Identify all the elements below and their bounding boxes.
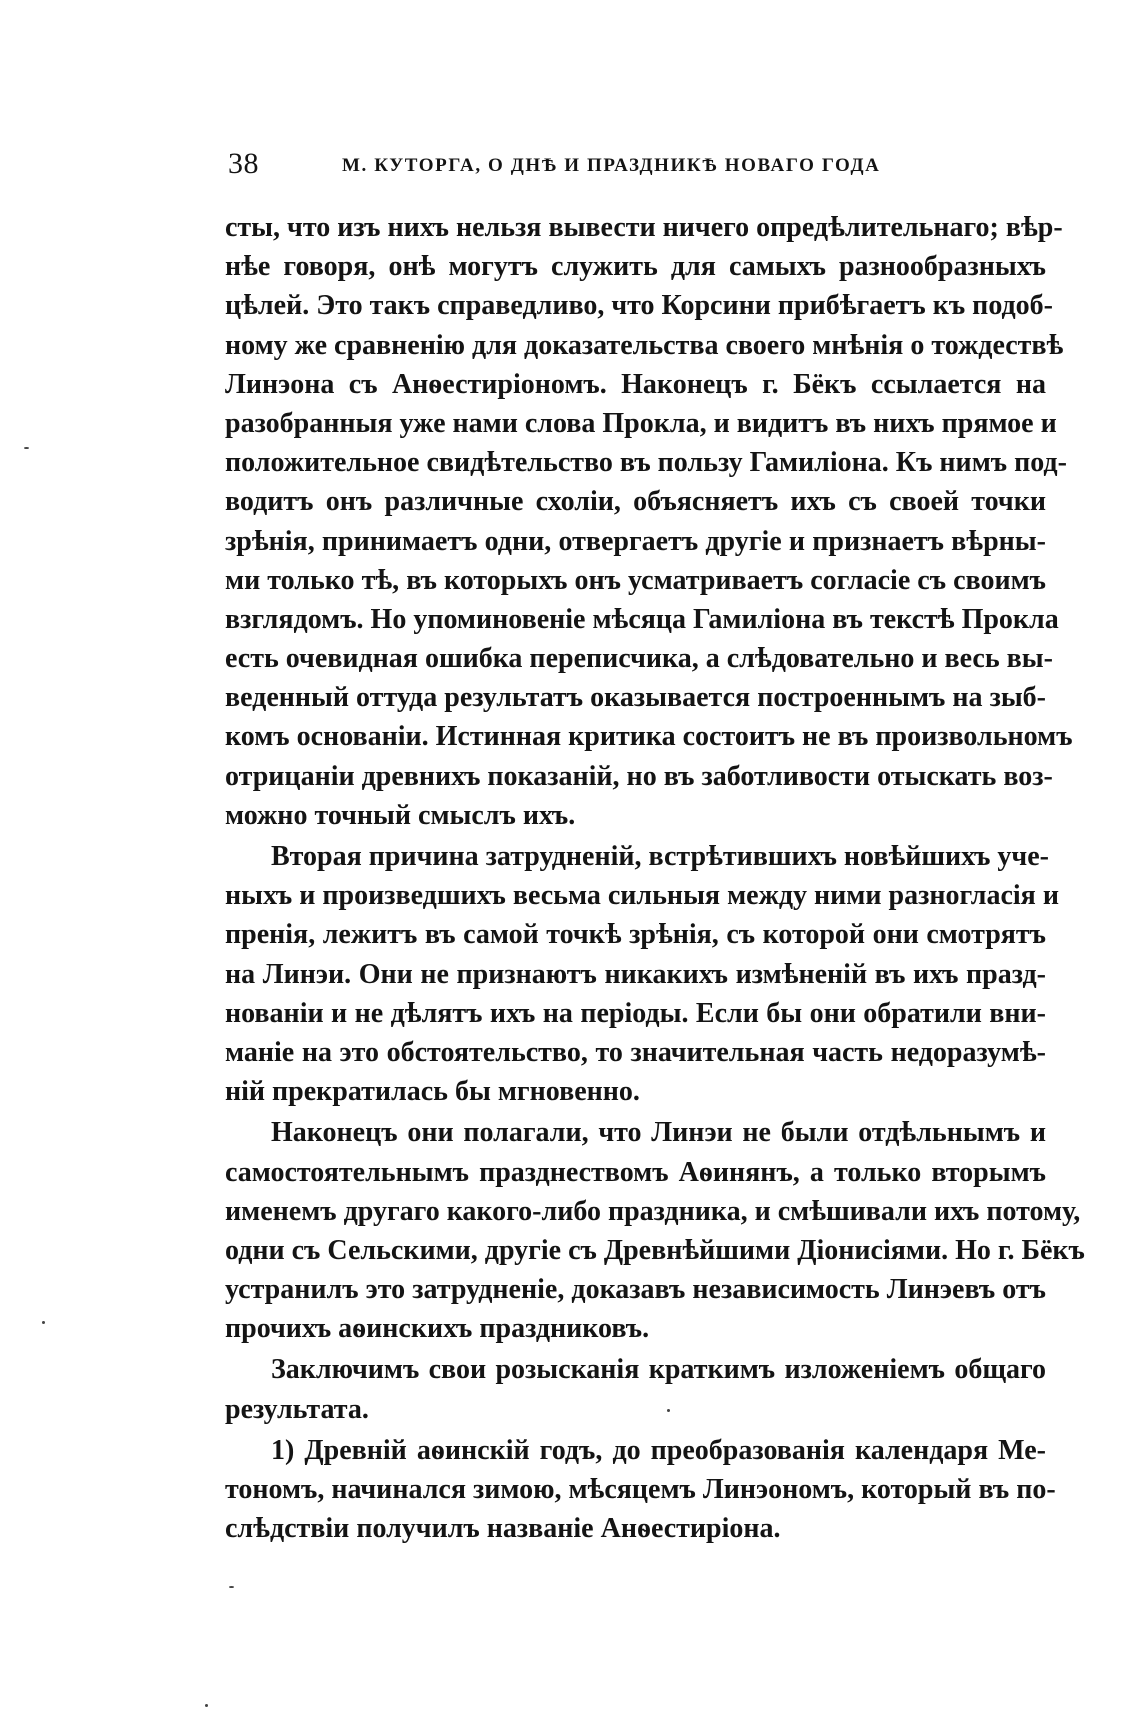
- text-line: одни съ Сельскими, другіе съ Древнѣйшими Діонисіями. Но г. Бёкъ: [225, 1234, 1085, 1266]
- text-line: тономъ, начинался зимою, мѣсяцемъ Линэономъ, который въ по-: [225, 1474, 1056, 1505]
- text-line: Вторая причина затрудненій, встрѣтившихъ новѣйшихъ уче-: [271, 841, 1049, 872]
- text-line: есть очевидная ошибка переписчика, а слѣдовательно и весь вы-: [225, 643, 1053, 675]
- text-line: отрицаніи древнихъ показаній, но въ заботливости отыскать воз-: [225, 760, 1053, 792]
- text-line: разобранныя уже нами слова Прокла, и видитъ въ нихъ прямое и: [225, 407, 1057, 439]
- text-line: веденный оттуда результатъ оказывается построеннымъ на зыб-: [225, 682, 1046, 714]
- text-line: 1) Древній аѳинскій годъ, до преобразованія календаря Ме-: [271, 1434, 1046, 1466]
- text-line: нѣе говоря, онѣ могутъ служить для самыхъ разнообразныхъ: [225, 251, 1046, 283]
- scan-speck: [229, 1586, 234, 1588]
- text-line: Линэона съ Анѳестиріономъ. Наконецъ г. Бёкъ ссылается на: [225, 368, 1046, 400]
- text-line: на Линэи. Они не признаютъ никакихъ измѣненій въ ихъ празд-: [225, 958, 1046, 990]
- paragraph: [225, 1350, 1046, 1428]
- text-line: ныхъ и произведшихъ весьма сильныя между ними разногласія и: [225, 880, 1059, 912]
- text-line: положительное свидѣтельство въ пользу Гамиліона. Къ нимъ под-: [225, 447, 1067, 479]
- page-number: 38: [228, 147, 259, 180]
- text-line: пренія, лежитъ въ самой точкѣ зрѣнія, съ которой они смотрятъ: [225, 919, 1046, 951]
- running-head: М. КУТОРГА, О ДНѢ И ПРАЗДНИКѢ НОВАГО ГОДА: [342, 155, 881, 176]
- text-line: именемъ другаго какого-либо праздника, и смѣшивали ихъ потому,: [225, 1195, 1081, 1227]
- text-line: самостоятельнымъ празднествомъ Аѳинянъ, а только вторымъ: [225, 1156, 1046, 1188]
- scan-speck: [205, 1704, 208, 1707]
- text-line: Заключимъ свои розысканія краткимъ изложеніемъ общаго: [271, 1354, 1046, 1386]
- page-header: [228, 146, 1046, 186]
- text-line: цѣлей. Это такъ справедливо, что Корсини прибѣгаетъ къ подоб-: [225, 290, 1053, 322]
- text-line: нованіи и не дѣлятъ ихъ на періоды. Если бы они обратили вни-: [225, 997, 1046, 1029]
- text-line: можно точный смыслъ ихъ.: [225, 799, 576, 831]
- paragraph: [225, 1113, 1085, 1348]
- paragraph: [225, 837, 1059, 1111]
- text-line: водитъ онъ различные схоліи, объясняетъ ихъ съ своей точки: [225, 486, 1046, 518]
- scan-speck: [667, 1409, 670, 1412]
- text-line: ному же сравненію для доказательства своего мнѣнія о тождествѣ: [225, 329, 1064, 361]
- text-line: комъ основаніи. Истинная критика состоитъ не въ произвольномъ: [225, 721, 1073, 753]
- scan-speck: [42, 1321, 45, 1324]
- body-text: [225, 208, 1085, 1548]
- text-line: результата.: [225, 1393, 369, 1425]
- text-line: ми только тѣ, въ которыхъ онъ усматриваетъ согласіе съ своимъ: [225, 564, 1046, 596]
- text-line: прочихъ аѳинскихъ праздниковъ.: [225, 1313, 650, 1345]
- text-line: зрѣнія, принимаетъ одни, отвергаетъ другіе и признаетъ вѣрны-: [225, 525, 1046, 557]
- text-line: устранилъ это затрудненіе, доказавъ независимость Линэевъ отъ: [225, 1274, 1046, 1306]
- paragraph: [225, 1431, 1056, 1549]
- text-line: сты, что изъ нихъ нельзя вывести ничего опредѣлительнаго; вѣр-: [225, 212, 1063, 243]
- text-line: слѣдствіи получилъ названіе Анѳестиріона.: [225, 1513, 781, 1545]
- text-line: маніе на это обстоятельство, то значительная часть недоразумѣ-: [225, 1036, 1046, 1068]
- paragraph: [225, 208, 1073, 835]
- scan-speck: [24, 447, 29, 449]
- text-line: ній прекратилась бы мгновенно.: [225, 1076, 640, 1108]
- text-line: взглядомъ. Но упоминовеніе мѣсяца Гамиліона въ текстѣ Прокла: [225, 603, 1059, 635]
- text-line: Наконецъ они полагали, что Линэи не были отдѣльнымъ и: [271, 1117, 1046, 1149]
